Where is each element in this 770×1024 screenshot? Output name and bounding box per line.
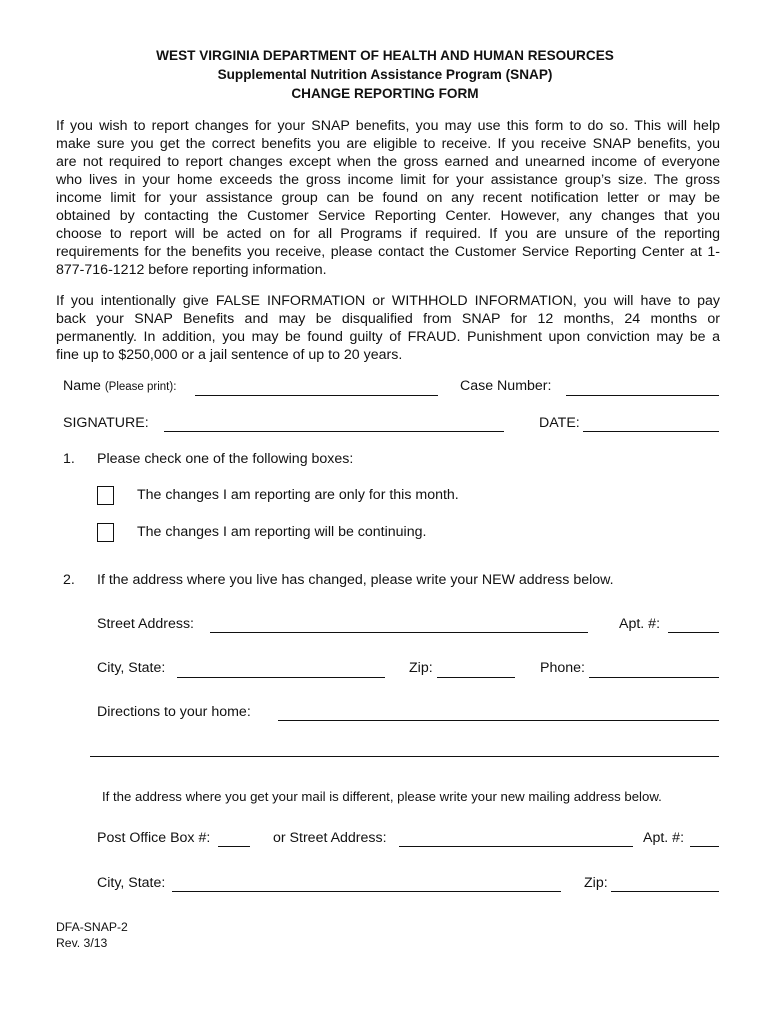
directions-field[interactable] — [278, 720, 719, 721]
continuing-checkbox[interactable] — [97, 523, 114, 542]
program-title: Supplemental Nutrition Assistance Program (SNAP) — [217, 67, 553, 82]
form-title: CHANGE REPORTING FORM — [291, 86, 479, 101]
name-field[interactable] — [195, 395, 438, 396]
apt-label: Apt. #: — [619, 616, 661, 632]
po-box-field[interactable] — [218, 846, 250, 847]
warning-line: back your SNAP Benefits and may be disqualified from SNAP for 12 months, 24 months or — [56, 311, 720, 327]
street-address-field[interactable] — [210, 632, 588, 633]
form-revision: Rev. 3/13 — [56, 936, 108, 950]
mailing-apt-label: Apt. #: — [643, 830, 685, 846]
mailing-street-label: or Street Address: — [273, 830, 387, 846]
intro-line: income limit for your assistance group can be found on any recent notification letter or may be — [56, 190, 720, 206]
mailing-address-instructions: If the address where you get your mail is different, please write your new mailing address below. — [102, 789, 662, 804]
continuing-option-label: The changes I am reporting will be continuing. — [137, 524, 427, 540]
case-number-field[interactable] — [566, 395, 719, 396]
zip-label: Zip: — [409, 660, 433, 676]
question-1-number: 1. — [63, 451, 75, 467]
intro-paragraph — [56, 117, 720, 279]
intro-line: who lives in your home exceeds the gross income limit for your assistance group’s size. The gross — [56, 172, 720, 188]
directions-field-line-2[interactable] — [90, 756, 719, 757]
signature-label: SIGNATURE: — [63, 415, 149, 431]
phone-field[interactable] — [589, 677, 719, 678]
mailing-street-field[interactable] — [399, 846, 633, 847]
po-box-label: Post Office Box #: — [97, 830, 211, 846]
intro-line: requirements for the benefits you receive, please contact the Customer Service Reporting Center at 1- — [56, 244, 720, 260]
date-field[interactable] — [583, 431, 719, 432]
this-month-option-label: The changes I am reporting are only for this month. — [137, 487, 459, 503]
question-2-number: 2. — [63, 572, 75, 588]
warning-line: If you intentionally give FALSE INFORMATION or WITHHOLD INFORMATION, you will have to pay — [56, 293, 720, 309]
warning-line: permanently. In addition, you may be found guilty of FRAUD. Punishment upon conviction may be a — [56, 329, 720, 345]
intro-line: obtained by contacting the Customer Service Reporting Center. However, any changes that you — [56, 208, 720, 224]
intro-line: choose to report will be acted on for all Programs if required. If you are unsure of the reporting — [56, 226, 720, 242]
name-label — [63, 378, 176, 394]
name-label-text: Name — [63, 378, 101, 394]
intro-line: are not required to report changes except when the gross earned and unearned income of everyone — [56, 154, 720, 170]
signature-field[interactable] — [164, 431, 504, 432]
city-state-field[interactable] — [177, 677, 385, 678]
form-id: DFA-SNAP-2 — [56, 920, 128, 934]
zip-field[interactable] — [437, 677, 515, 678]
apt-field[interactable] — [668, 632, 719, 633]
warning-line: fine up to $250,000 or a jail sentence of up to 20 years. — [56, 347, 403, 363]
mailing-city-state-label: City, State: — [97, 875, 166, 891]
question-1-text: Please check one of the following boxes: — [97, 451, 354, 467]
street-address-label: Street Address: — [97, 616, 194, 632]
this-month-checkbox[interactable] — [97, 486, 114, 505]
case-number-label: Case Number: — [460, 378, 552, 394]
department-title: WEST VIRGINIA DEPARTMENT OF HEALTH AND HUMAN RESOURCES — [156, 48, 614, 63]
form-footer — [56, 919, 128, 951]
mailing-zip-label: Zip: — [584, 875, 608, 891]
intro-line: If you wish to report changes for your SNAP benefits, you may use this form to do so. This will help — [56, 118, 720, 134]
intro-line: 877-716-1212 before reporting information. — [56, 262, 327, 278]
mailing-apt-field[interactable] — [690, 846, 719, 847]
date-label: DATE: — [539, 415, 580, 431]
directions-label: Directions to your home: — [97, 704, 251, 720]
intro-line: make sure you get the correct benefits you are eligible to receive. If you receive SNAP benefits, you — [56, 136, 720, 152]
mailing-zip-field[interactable] — [611, 891, 719, 892]
phone-label: Phone: — [540, 660, 585, 676]
mailing-city-state-field[interactable] — [172, 891, 561, 892]
city-state-label: City, State: — [97, 660, 166, 676]
name-hint: (Please print): — [104, 381, 177, 393]
fraud-warning-paragraph — [56, 292, 720, 364]
question-2-text: If the address where you live has changed, please write your NEW address below. — [97, 572, 614, 588]
